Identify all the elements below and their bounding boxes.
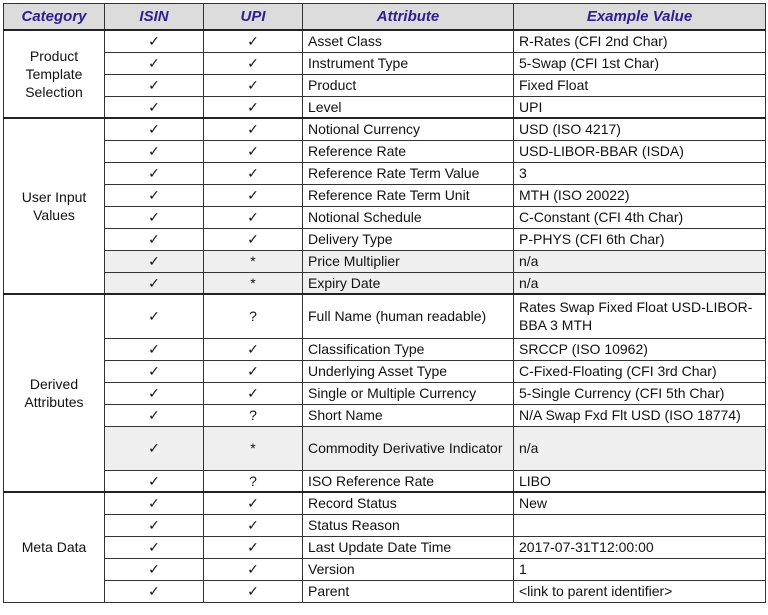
attribute-cell: Notional Schedule [303,206,514,228]
upi-cell: ? [204,404,303,426]
table-row [4,404,766,426]
attribute-cell: Status Reason [303,514,514,536]
attribute-cell: Underlying Asset Type [303,360,514,382]
table-row [4,360,766,382]
isin-cell: ✓ [105,580,204,602]
upi-cell: ✓ [204,536,303,558]
example-value-cell: n/a [514,250,766,272]
isin-cell: ✓ [105,118,204,140]
attribute-cell: Parent [303,580,514,602]
upi-cell: ✓ [204,382,303,404]
attribute-cell: Classification Type [303,338,514,360]
upi-cell: ✓ [204,492,303,514]
table-row [4,162,766,184]
upi-cell: ✓ [204,558,303,580]
upi-cell: ✓ [204,96,303,118]
attribute-cell: Version [303,558,514,580]
attribute-cell: Reference Rate Term Unit [303,184,514,206]
example-value-cell: Rates Swap Fixed Float USD-LIBOR-BBA 3 MTH [514,294,766,338]
example-value-cell: 5-Single Currency (CFI 5th Char) [514,382,766,404]
header-example-value: Example Value [514,4,766,31]
isin-cell: ✓ [105,228,204,250]
table-row [4,228,766,250]
attribute-cell: Product [303,74,514,96]
upi-cell: * [204,272,303,294]
table-body [4,30,766,602]
isin-cell: ✓ [105,338,204,360]
isin-cell: ✓ [105,52,204,74]
example-value-cell: n/a [514,426,766,470]
isin-cell: ✓ [105,492,204,514]
isin-cell: ✓ [105,96,204,118]
upi-cell: ✓ [204,206,303,228]
isin-cell: ✓ [105,162,204,184]
example-value-cell: USD-LIBOR-BBAR (ISDA) [514,140,766,162]
isin-cell: ✓ [105,404,204,426]
attribute-cell: Level [303,96,514,118]
example-value-cell: C-Fixed-Floating (CFI 3rd Char) [514,360,766,382]
example-value-cell [514,514,766,536]
table-row [4,250,766,272]
attribute-cell: Reference Rate Term Value [303,162,514,184]
example-value-cell: P-PHYS (CFI 6th Char) [514,228,766,250]
table-row [4,272,766,294]
table-row [4,96,766,118]
table-row [4,536,766,558]
table-row [4,118,766,140]
isin-cell: ✓ [105,514,204,536]
attribute-cell: Last Update Date Time [303,536,514,558]
header-row [4,4,766,31]
attribute-cell: Reference Rate [303,140,514,162]
upi-cell: ✓ [204,30,303,52]
table-row [4,74,766,96]
table-row [4,514,766,536]
isin-cell: ✓ [105,294,204,338]
table-row [4,294,766,338]
example-value-cell: 2017-07-31T12:00:00 [514,536,766,558]
isin-cell: ✓ [105,74,204,96]
table-row [4,206,766,228]
isin-cell: ✓ [105,536,204,558]
isin-cell: ✓ [105,184,204,206]
attribute-cell: Instrument Type [303,52,514,74]
header-isin: ISIN [105,4,204,31]
example-value-cell: LIBO [514,470,766,492]
example-value-cell: C-Constant (CFI 4th Char) [514,206,766,228]
attribute-cell: ISO Reference Rate [303,470,514,492]
upi-cell: ✓ [204,52,303,74]
isin-cell: ✓ [105,206,204,228]
header-upi: UPI [204,4,303,31]
upi-cell: ✓ [204,514,303,536]
category-cell: Meta Data [4,492,105,602]
isin-cell: ✓ [105,558,204,580]
attribute-cell: Expiry Date [303,272,514,294]
isin-cell: ✓ [105,250,204,272]
category-cell: User Input Values [4,118,105,294]
attribute-cell: Full Name (human readable) [303,294,514,338]
example-value-cell: UPI [514,96,766,118]
table-row [4,470,766,492]
attribute-cell: Delivery Type [303,228,514,250]
attribute-cell: Asset Class [303,30,514,52]
attribute-cell: Single or Multiple Currency [303,382,514,404]
example-value-cell: USD (ISO 4217) [514,118,766,140]
upi-cell: ✓ [204,184,303,206]
isin-cell: ✓ [105,272,204,294]
upi-cell: ✓ [204,228,303,250]
example-value-cell: 3 [514,162,766,184]
upi-cell: ✓ [204,74,303,96]
attribute-cell: Price Multiplier [303,250,514,272]
header-attribute: Attribute [303,4,514,31]
example-value-cell: SRCCP (ISO 10962) [514,338,766,360]
attribute-cell: Short Name [303,404,514,426]
example-value-cell: Fixed Float [514,74,766,96]
table-row [4,338,766,360]
upi-cell: ✓ [204,162,303,184]
upi-cell: ✓ [204,360,303,382]
isin-cell: ✓ [105,382,204,404]
table-row [4,30,766,52]
isin-cell: ✓ [105,470,204,492]
table-row [4,140,766,162]
isin-cell: ✓ [105,30,204,52]
isin-cell: ✓ [105,426,204,470]
table-row [4,184,766,206]
upi-cell: ✓ [204,580,303,602]
attribute-table [3,3,766,603]
upi-cell: * [204,426,303,470]
example-value-cell: New [514,492,766,514]
table-row [4,382,766,404]
table-row [4,492,766,514]
header-category: Category [4,4,105,31]
attribute-cell: Commodity Derivative Indicator [303,426,514,470]
isin-cell: ✓ [105,140,204,162]
table-row [4,558,766,580]
example-value-cell: N/A Swap Fxd Flt USD (ISO 18774) [514,404,766,426]
upi-cell: ✓ [204,118,303,140]
example-value-cell: <link to parent identifier> [514,580,766,602]
example-value-cell: n/a [514,272,766,294]
table-row [4,52,766,74]
attribute-cell: Record Status [303,492,514,514]
isin-cell: ✓ [105,360,204,382]
example-value-cell: MTH (ISO 20022) [514,184,766,206]
upi-cell: ? [204,470,303,492]
upi-cell: ✓ [204,140,303,162]
category-cell: Product Template Selection [4,30,105,118]
example-value-cell: R-Rates (CFI 2nd Char) [514,30,766,52]
category-cell: Derived Attributes [4,294,105,492]
table-row [4,426,766,470]
upi-cell: ? [204,294,303,338]
example-value-cell: 5-Swap (CFI 1st Char) [514,52,766,74]
attribute-cell: Notional Currency [303,118,514,140]
upi-cell: ✓ [204,338,303,360]
example-value-cell: 1 [514,558,766,580]
table-row [4,580,766,602]
upi-cell: * [204,250,303,272]
